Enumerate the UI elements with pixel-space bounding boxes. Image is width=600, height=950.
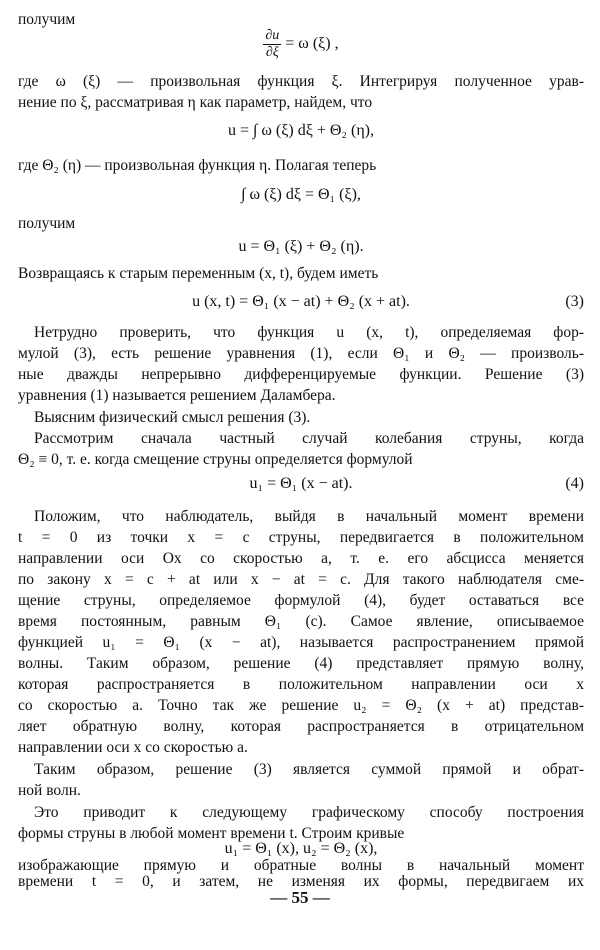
text-line: ные дважды непрерывно дифференцируемые функции. Решение (3) (18, 366, 584, 383)
text-line: волны. Таким образом, решение (4) представляет прямую волну, (18, 655, 584, 672)
text-line: времени t = 0, и затем, не изменяя их формы, передвигаем их (18, 873, 584, 890)
equation-body: u₁ = Θ₁ (x − at). (249, 475, 353, 492)
equation-body: u (x, t) = Θ₁ (x − at) + Θ₂ (x + at). (192, 293, 410, 310)
text-line: Выясним физический смысл решения (3). (34, 409, 311, 426)
text-line: Рассмотрим сначала частный случай колебания струны, когда (34, 430, 584, 447)
text-line: формы струны в любой момент времени t. Строим кривые (18, 825, 405, 842)
text-line: где Θ₂ (η) — произвольная функция η. Полагая теперь (18, 157, 377, 174)
equation-3: ∫ ω (ξ) dξ = Θ₁ (ξ), (241, 186, 361, 203)
equation-rhs: = ω (ξ) , (285, 35, 339, 53)
equation-6 (18, 473, 584, 495)
text-line: функцией u₁ = Θ₁ (x − at), называется распространением прямой (18, 634, 584, 651)
equation-4: u = Θ₁ (ξ) + Θ₂ (η). (238, 238, 364, 255)
equation-2: u = ∫ ω (ξ) dξ + Θ₂ (η), (227, 122, 375, 139)
text-line: получим (18, 215, 76, 232)
text-line: Это приводит к следующему графическому способу построения (34, 804, 584, 821)
text-line: со скоростью a. Точно так же решение u₂ = Θ₂ (x + at) представ- (18, 697, 584, 714)
text-line: ляет обратную волну, которая распространяется в отрицательном (18, 718, 584, 735)
equation-number: (4) (565, 475, 584, 492)
fraction-numerator: ∂u (265, 28, 280, 43)
fraction-denominator: ∂ξ (265, 45, 279, 60)
text-line: где ω (ξ) — произвольная функция ξ. Интегрируя полученное урав- (18, 73, 584, 90)
text-line: ной волн. (18, 782, 81, 799)
equation-1 (18, 28, 584, 61)
text-line: направлении оси x со скоростью a. (18, 739, 248, 756)
text-line: направлении оси Ox со скоростью a, т. е. его абсцисса меняется (18, 550, 584, 567)
text-line: мулой (3), есть решение уравнения (1), если Θ₁ и Θ₂ — произволь- (18, 345, 584, 362)
equation-7: u₁ = Θ₁ (x), u₂ = Θ₂ (x), (224, 840, 378, 857)
text-line: Нетрудно проверить, что функция u (x, t), определяемая фор- (34, 324, 584, 341)
text-line: уравнения (1) называется решением Даламбера. (18, 387, 336, 404)
text-line: Таким образом, решение (3) является суммой прямой и обрат- (34, 761, 584, 778)
text-line: время постоянным, равным Θ₁ (c). Самое явление, описываемое (18, 613, 584, 630)
equation-number: (3) (565, 293, 584, 310)
equation-5 (18, 291, 584, 313)
text-line: Θ₂ ≡ 0, т. е. когда смещение струны определяется формулой (18, 451, 413, 468)
text-line: по закону x = c + at или x − at = c. Для такого наблюдателя сме- (18, 571, 584, 588)
page-number: — 55 — (270, 888, 330, 907)
text-line: щение струны, определяемое формулой (4), будет оставаться все (18, 592, 584, 609)
text-line: Возвращаясь к старым переменным (x, t), будем иметь (18, 265, 379, 282)
text-line: изображающие прямую и обратные волны в начальный момент (18, 857, 584, 874)
fraction (263, 28, 281, 61)
text-line: t = 0 из точки x = c струны, передвигается в положительном (18, 529, 584, 546)
text-line: которая распространяется в положительном направлении оси x (18, 676, 584, 693)
text-line: получим (18, 11, 76, 28)
text-line: Положим, что наблюдатель, выйдя в начальный момент времени (34, 508, 584, 525)
text-line: нение по ξ, рассматривая η как параметр, найдем, что (18, 94, 373, 111)
